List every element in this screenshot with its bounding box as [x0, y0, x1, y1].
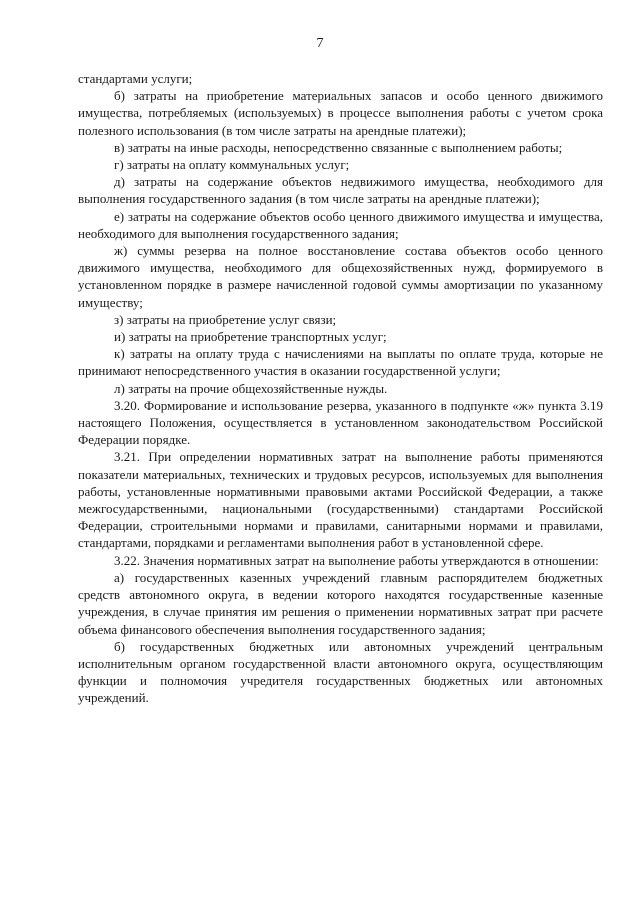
paragraph-item-g: г) затраты на оплату коммунальных услуг;: [114, 157, 350, 173]
page-number: 7: [316, 36, 324, 51]
paragraph-item-b-2: б) государственных бюджетных или автономных учреждений центральным исполнительным органом государственной власти автономного округа, осуществляющим функции и полномочия учредителя государственных бюджетных или автономных учреждений.: [78, 638, 603, 706]
paragraph-item-zh: ж) суммы резерва на полное восстановление состава объектов особо ценного движимого имущества, необходимого для общехозяйственных нужд, формируемого в установленном порядке в размере начисленной годовой суммы амортизации по указанному имуществу;: [78, 243, 603, 310]
paragraph-item-a: а) государственных казенных учреждений главным распорядителем бюджетных средств автономного округа, в ведении которого находятся государственные казенные учреждения, в случае принятия им решения о применении нормативных затрат при расчете объема финансового обеспечения выполнения государственного задания;: [78, 569, 603, 637]
document-body: [78, 70, 603, 707]
paragraph-item-i: и) затраты на приобретение транспортных услуг;: [114, 329, 387, 345]
paragraph-item-d: д) затраты на содержание объектов недвижимого имущества, необходимого для выполнения государственного задания (в том числе затраты на арендные платежи);: [78, 174, 603, 207]
paragraph-item-z: з) затраты на приобретение услуг связи;: [114, 311, 337, 327]
paragraph-item-e: е) затраты на содержание объектов особо ценного движимого имущества и имущества, необходимого для выполнения государственного задания;: [78, 208, 603, 241]
paragraph-item-v: в) затраты на иные расходы, непосредственно связанные с выполнением работы;: [114, 139, 563, 155]
paragraph-continuation: стандартами услуги;: [78, 71, 193, 86]
paragraph-item-l: л) затраты на прочие общехозяйственные нужды.: [114, 380, 388, 396]
paragraph-item-b: б) затраты на приобретение материальных запасов и особо ценного движимого имущества, потребляемых (используемых) в процессе выполнения работы с учетом срока полезного использования (в том числе затраты на арендные платежи);: [78, 88, 603, 138]
paragraph-section-3-21: 3.21. При определении нормативных затрат на выполнение работы применяются показатели материальных, технических и трудовых ресурсов, используемых для выполнения работы, установленные нормативными правовыми актами Российской Федерации, а также межгосударственными, национальными (государственными) стандартами Российской Федерации, строительными нормами и правилами, санитарными нормами и правилами, стандартами, порядками и регламентами выполнения работ в установленной сфере.: [78, 449, 603, 551]
paragraph-item-k: к) затраты на оплату труда с начислениями на выплаты по оплате труда, которые не принимают непосредственного участия в оказании государственной услуги;: [78, 346, 603, 379]
paragraph-section-3-22: 3.22. Значения нормативных затрат на выполнение работы утверждаются в отношении:: [114, 552, 599, 568]
paragraph-section-3-20: 3.20. Формирование и использование резерва, указанного в подпункте «ж» пункта 3.19 настоящего Положения, осуществляется в установленном законодательством Российской Федерации порядке.: [78, 397, 603, 448]
